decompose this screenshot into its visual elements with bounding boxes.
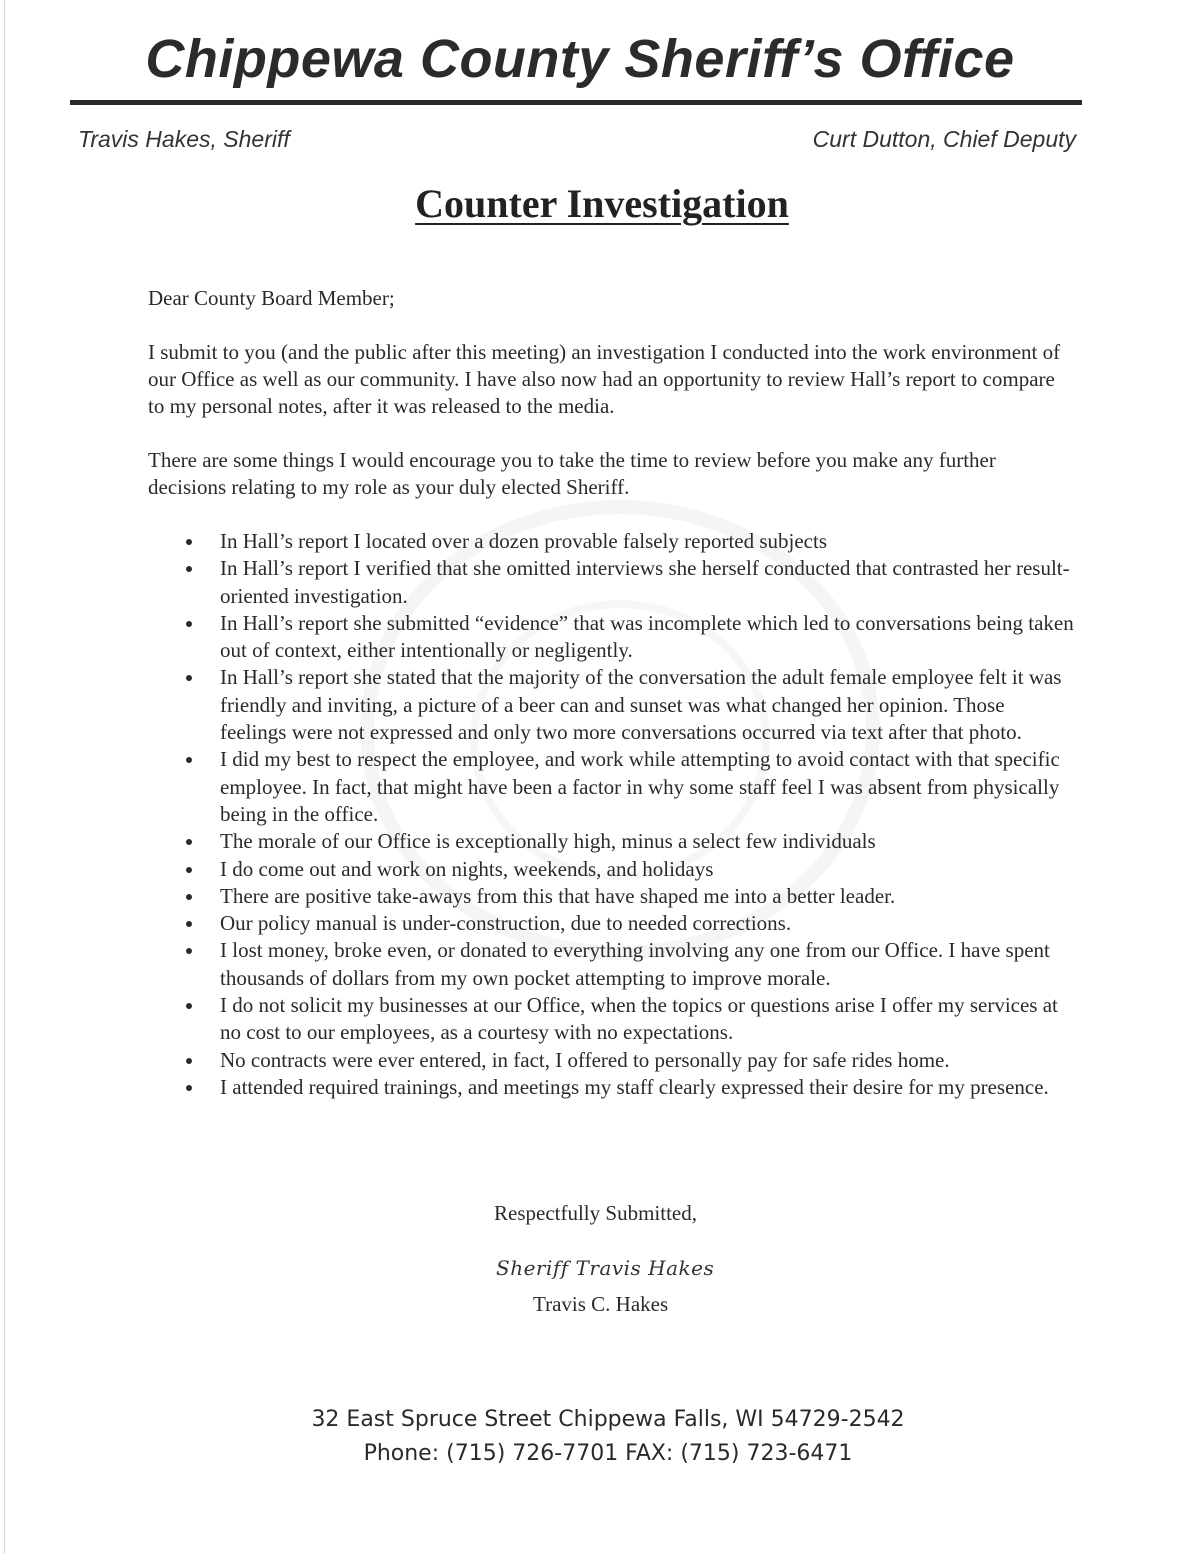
paragraph-request: There are some things I would encourage you to take the time to review before you make any further decisions relating to my role as your duly elected Sheriff.	[148, 448, 996, 499]
document-title	[0, 180, 1200, 227]
closing: Respectfully Submitted,	[494, 1201, 697, 1225]
list-item: In Hall’s report I located over a dozen provable falsely reported subjects	[184, 528, 1074, 555]
list-item: In Hall’s report she stated that the majority of the conversation the adult female employee felt it was friendly and inviting, a picture of a beer can and sunset was what changed her opinion. Those feelings were not expressed and only two more conversations occurred via text after that photo.	[184, 664, 1074, 746]
chief-deputy-name: Curt Dutton, Chief Deputy	[812, 126, 1076, 152]
list-item: The morale of our Office is exceptionally high, minus a select few individuals	[184, 828, 1074, 855]
sheriff-name: Travis Hakes, Sheriff	[78, 126, 290, 152]
points-list	[184, 528, 1074, 1101]
footer-phone: Phone: (715) 726-7701 FAX: (715) 723-6471	[363, 1441, 853, 1466]
list-item: I do come out and work on nights, weekends, and holidays	[184, 856, 1074, 883]
list-item: Our policy manual is under-construction, due to needed corrections.	[184, 910, 1074, 937]
footer-address: 32 East Spruce Street Chippewa Falls, WI 54729-2542	[311, 1407, 905, 1432]
list-item: I lost money, broke even, or donated to everything involving any one from our Office. I have spent thousands of dollars from my own pocket attempting to improve morale.	[184, 937, 1074, 992]
list-item: I do not solicit my businesses at our Office, when the topics or questions arise I offer my services at no cost to our employees, as a courtesy with no expectations.	[184, 992, 1074, 1047]
paragraph-intro: I submit to you (and the public after this meeting) an investigation I conducted into the work environment of our Office as well as our community. I have also now had an opportunity to review Hall’s report to compare to my personal notes, after it was released to the media.	[148, 340, 1061, 418]
list-item: I did my best to respect the employee, and work while attempting to avoid contact with that specific employee. In fact, that might have been a factor in why some staff feel I was absent from physically being in the office.	[184, 746, 1074, 828]
list-item: I attended required trainings, and meetings my staff clearly expressed their desire for my presence.	[184, 1074, 1074, 1101]
list-item: In Hall’s report I verified that she omitted interviews she herself conducted that contrasted her result-oriented investigation.	[184, 555, 1074, 610]
title-divider	[70, 100, 1082, 105]
list-item: In Hall’s report she submitted “evidence” that was incomplete which led to conversations being taken out of context, either intentionally or negligently.	[184, 610, 1074, 665]
document-title-text: Counter Investigation	[415, 181, 789, 226]
salutation: Dear County Board Member;	[148, 286, 395, 310]
list-item: There are positive take-aways from this that have shaped me into a better leader.	[184, 883, 1074, 910]
list-item: No contracts were ever entered, in fact, I offered to personally pay for safe rides home.	[184, 1047, 1074, 1074]
signature: Sheriff Travis Hakes	[496, 1256, 715, 1280]
signer-name: Travis C. Hakes	[533, 1292, 669, 1316]
page-edge	[4, 0, 5, 1554]
agency-title: Chippewa County Sheriff’s Office	[145, 29, 1015, 89]
